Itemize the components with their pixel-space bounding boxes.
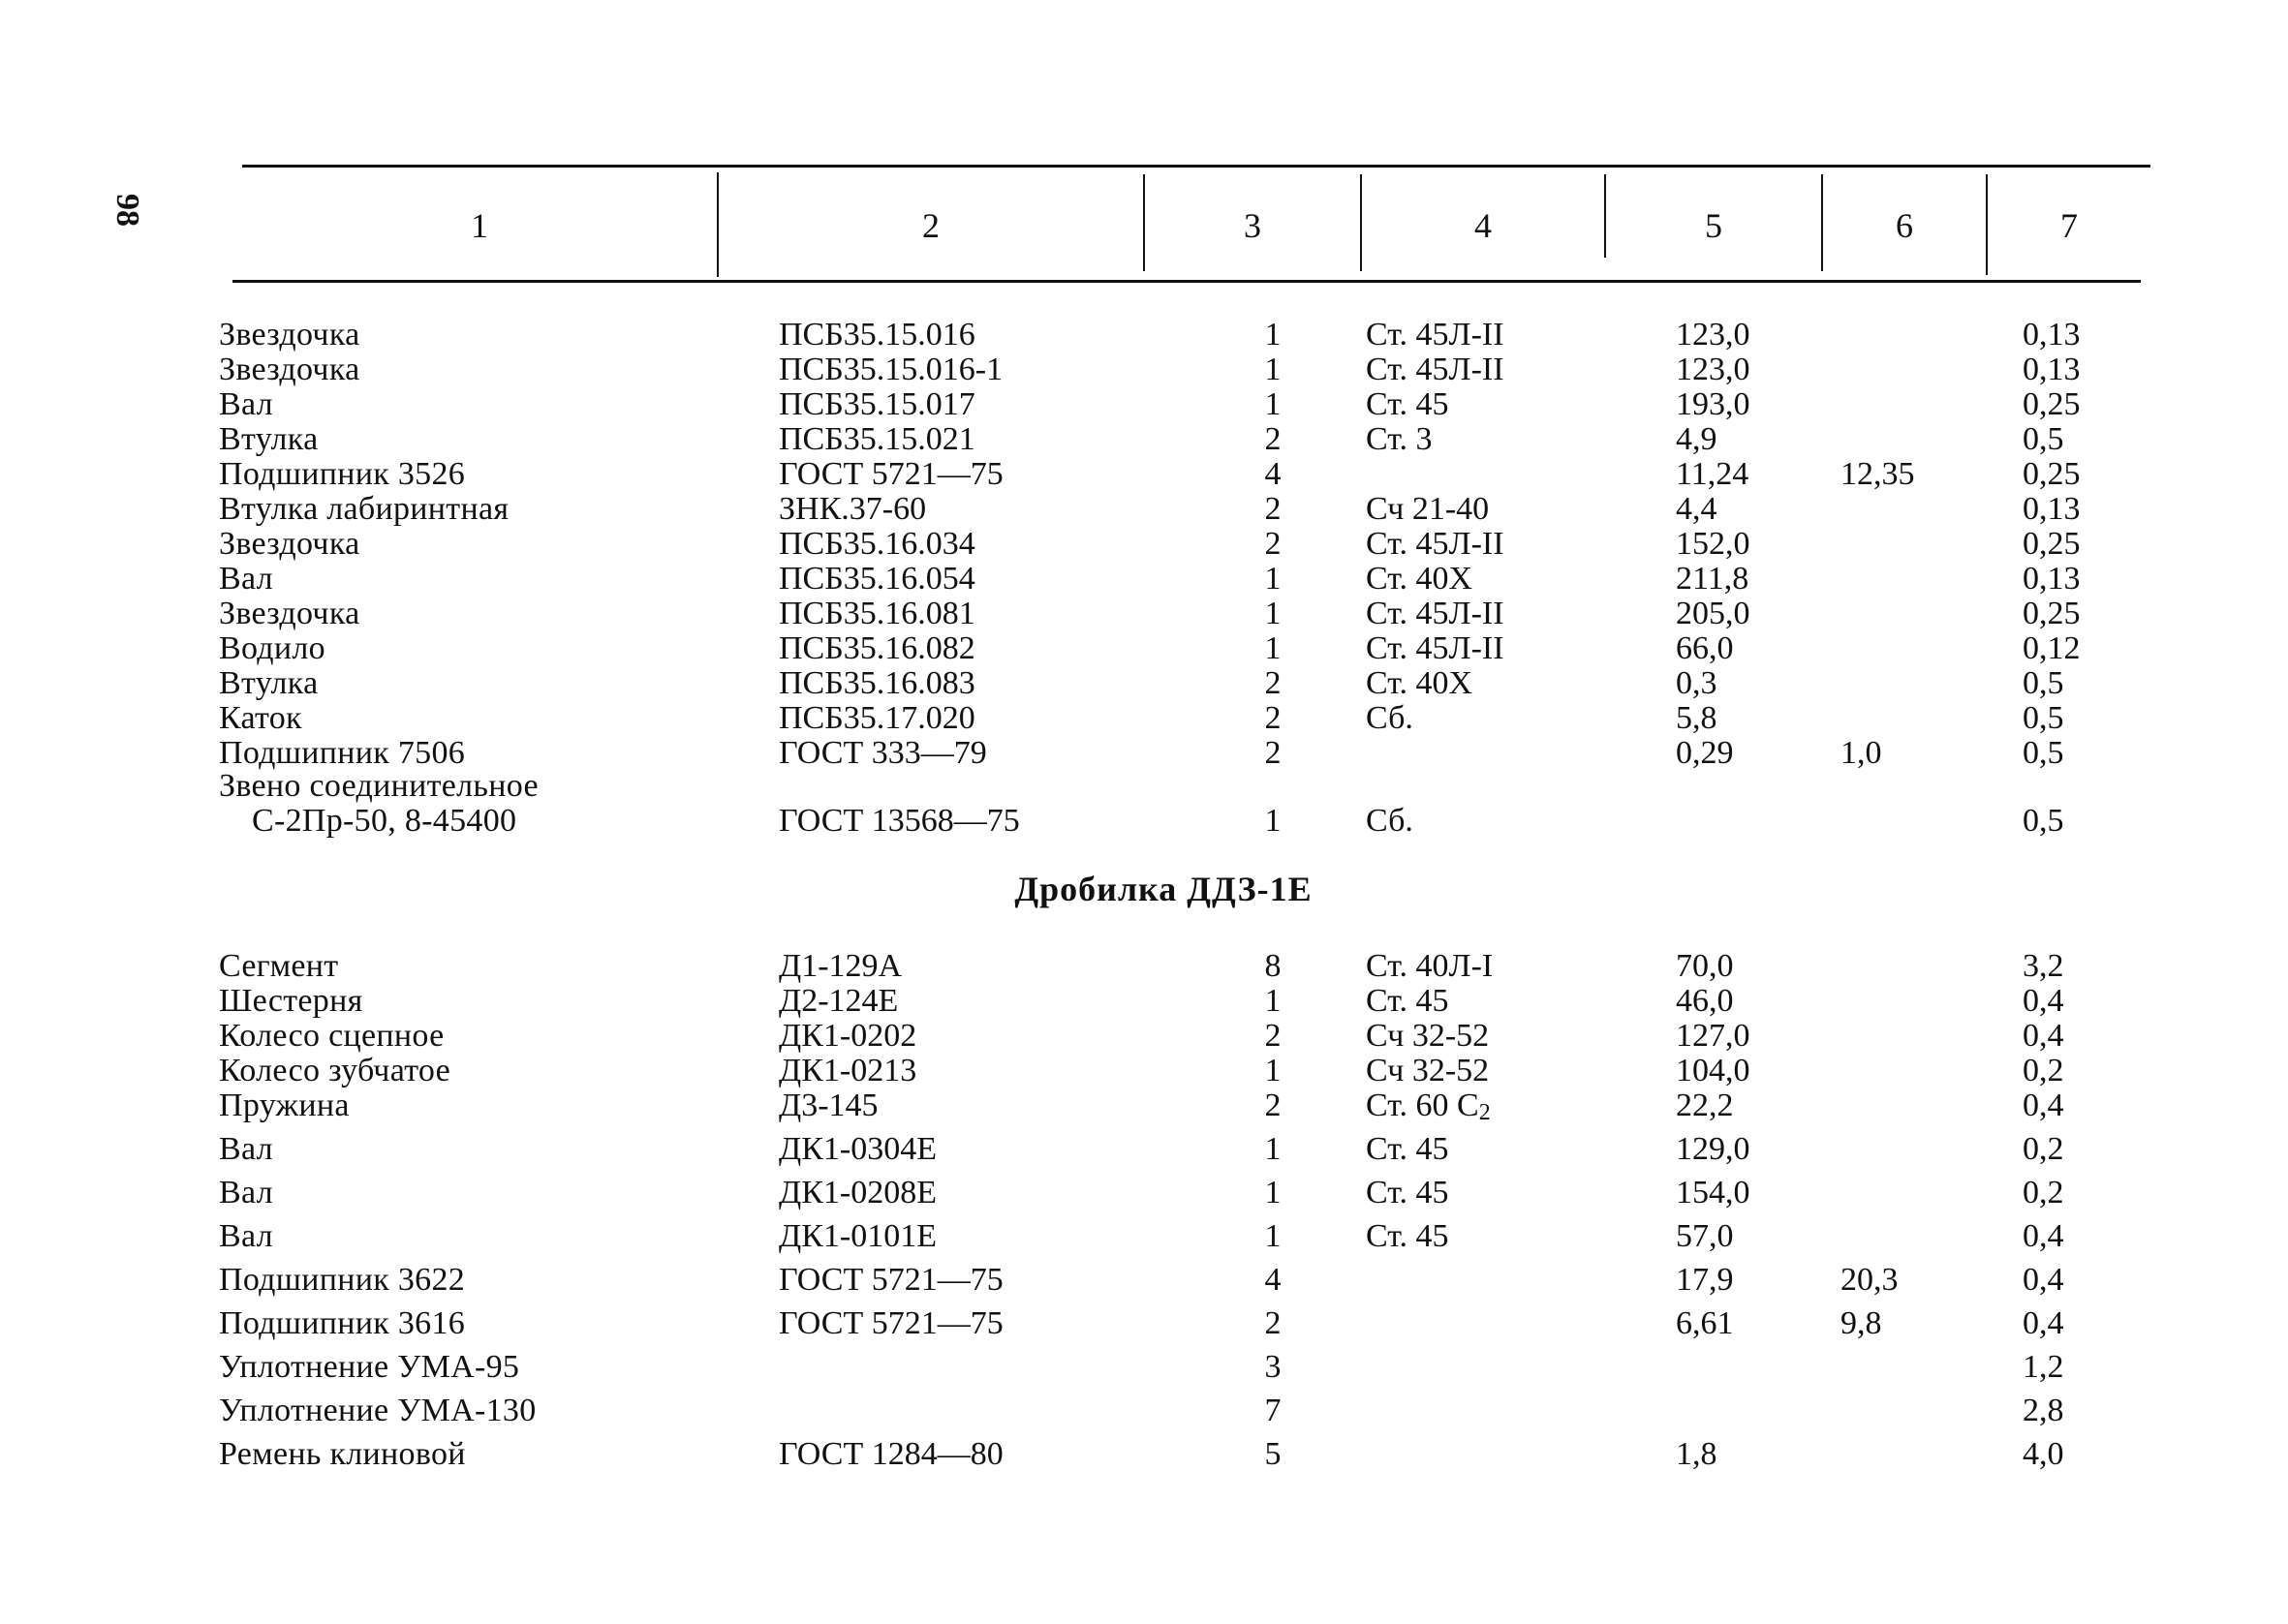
item-name: Пружина (219, 1088, 350, 1123)
item-name: Ремень клиновой (219, 1436, 466, 1472)
item-name: Уплотнение УМА-130 (219, 1393, 537, 1428)
item-mass: 0,3 (1676, 665, 1717, 701)
item-col7: 0,4 (2023, 1088, 2064, 1123)
item-designation: ГОСТ 333—79 (779, 735, 987, 771)
item-quantity: 1 (1264, 803, 1282, 839)
item-mass: 129,0 (1676, 1131, 1750, 1167)
item-name: Сегмент (219, 948, 339, 984)
item-col6: 20,3 (1840, 1262, 1899, 1298)
item-mass: 0,29 (1676, 735, 1734, 771)
item-designation: ПСБ35.16.081 (779, 596, 975, 631)
item-material: Ст. 45 (1366, 1131, 1449, 1167)
item-col7: 0,5 (2023, 735, 2064, 771)
item-mass: 66,0 (1676, 630, 1734, 666)
table-row (0, 1127, 2288, 1171)
item-designation: ДК1-0208Е (779, 1175, 937, 1210)
header-col-6: 6 (1896, 205, 1913, 245)
item-designation: ЗНК.37-60 (779, 491, 927, 527)
item-material: Ст. 40Х (1366, 561, 1473, 597)
item-name: Втулка (219, 665, 319, 701)
item-name: Втулка лабиринтная (219, 491, 510, 527)
item-designation: Д3-145 (779, 1088, 879, 1123)
table-row (0, 1389, 2288, 1432)
item-name: Шестерня (219, 983, 363, 1019)
table-row-multiline (0, 769, 2288, 804)
item-designation: ПСБ35.16.083 (779, 665, 975, 701)
item-material: Ст. 45Л-II (1366, 352, 1504, 387)
item-designation: ГОСТ 5721—75 (779, 1305, 1004, 1341)
item-name-cont: С-2Пр-50, 8-45400 (252, 803, 517, 839)
header-col-7: 7 (2060, 205, 2078, 245)
item-mass: 123,0 (1676, 317, 1750, 352)
item-col7: 0,2 (2023, 1175, 2064, 1210)
item-name: Вал (219, 1218, 273, 1254)
item-col7: 0,25 (2023, 596, 2081, 631)
item-name: Звездочка (219, 317, 360, 352)
item-col7: 0,5 (2023, 803, 2064, 839)
table-row (0, 666, 2288, 701)
item-material: Ст. 60 $С_2$ (1366, 1088, 1491, 1125)
item-designation: ПСБ35.15.017 (779, 386, 975, 422)
item-mass: 127,0 (1676, 1018, 1750, 1054)
item-material: Сб. (1366, 700, 1413, 736)
table-row (0, 387, 2288, 422)
header-col-1: 1 (471, 205, 488, 245)
item-col7: 0,2 (2023, 1131, 2064, 1167)
item-quantity: 2 (1264, 526, 1282, 562)
item-col6: 1,0 (1840, 735, 1882, 771)
item-material: Сб. (1366, 803, 1413, 839)
item-designation: ПСБ35.16.082 (779, 630, 975, 666)
table-row (0, 492, 2288, 527)
item-designation: ПСБ35.15.016-1 (779, 352, 1004, 387)
item-col7: 0,25 (2023, 456, 2081, 492)
item-name: Колесо сцепное (219, 1018, 445, 1054)
item-col7: 0,25 (2023, 386, 2081, 422)
item-quantity: 2 (1264, 735, 1282, 771)
item-material: Ст. 45Л-II (1366, 630, 1504, 666)
item-material: Ст. 3 (1366, 421, 1433, 457)
item-material: Ст. 45 (1366, 1218, 1449, 1254)
item-mass: 22,2 (1676, 1088, 1734, 1123)
item-designation: ГОСТ 5721—75 (779, 1262, 1004, 1298)
item-designation: ГОСТ 1284—80 (779, 1436, 1004, 1472)
item-name: Звено соединительное (219, 768, 539, 804)
item-name: Вал (219, 561, 273, 597)
item-quantity: 2 (1264, 700, 1282, 736)
item-quantity: 4 (1264, 1262, 1282, 1298)
item-name: Подшипник 3622 (219, 1262, 466, 1298)
item-col7: 0,25 (2023, 526, 2081, 562)
item-col7: 0,5 (2023, 700, 2064, 736)
item-mass: 4,9 (1676, 421, 1717, 457)
item-mass: 46,0 (1676, 983, 1734, 1019)
item-designation: ДК1-0202 (779, 1018, 917, 1054)
table-row (0, 1432, 2288, 1476)
item-mass: 57,0 (1676, 1218, 1734, 1254)
item-material: Ст. 45 (1366, 386, 1449, 422)
item-mass: 6,61 (1676, 1305, 1734, 1341)
item-name: Колесо зубчатое (219, 1053, 451, 1088)
item-name: Звездочка (219, 526, 360, 562)
page-number: 98 (109, 194, 145, 227)
item-name: Вал (219, 386, 273, 422)
item-material: Ст. 40Л-I (1366, 948, 1494, 984)
item-designation: Д2-124Е (779, 983, 899, 1019)
item-mass: 154,0 (1676, 1175, 1750, 1210)
item-quantity: 2 (1264, 1305, 1282, 1341)
item-quantity: 1 (1264, 1131, 1282, 1167)
item-name: Каток (219, 700, 302, 736)
item-quantity: 1 (1264, 596, 1282, 631)
item-name: Подшипник 3526 (219, 456, 466, 492)
item-col7: 2,8 (2023, 1393, 2064, 1428)
item-material: Ст. 45Л-II (1366, 317, 1504, 352)
item-mass: 1,8 (1676, 1436, 1717, 1472)
item-col7: 0,4 (2023, 1018, 2064, 1054)
item-name: Втулка (219, 421, 319, 457)
header-col-2: 2 (922, 205, 940, 245)
item-quantity: 1 (1264, 630, 1282, 666)
item-mass: 211,8 (1676, 561, 1749, 597)
item-quantity: 2 (1264, 1018, 1282, 1054)
item-name: Подшипник 7506 (219, 735, 466, 771)
item-col7: 0,4 (2023, 1262, 2064, 1298)
item-mass: 70,0 (1676, 948, 1734, 984)
item-col7: 0,2 (2023, 1053, 2064, 1088)
item-col7: 0,13 (2023, 352, 2081, 387)
item-designation: ДК1-0213 (779, 1053, 917, 1088)
item-col7: 0,4 (2023, 1218, 2064, 1254)
item-col7: 0,4 (2023, 983, 2064, 1019)
item-quantity: 1 (1264, 983, 1282, 1019)
item-designation: ПСБ35.17.020 (779, 700, 975, 736)
table-row (0, 1258, 2288, 1302)
item-mass: 123,0 (1676, 352, 1750, 387)
item-quantity: 8 (1264, 948, 1282, 984)
item-col6: 9,8 (1840, 1305, 1882, 1341)
item-col7: 0,4 (2023, 1305, 2064, 1341)
table-row (0, 597, 2288, 631)
header-col-3: 3 (1244, 205, 1261, 245)
item-name: Вал (219, 1175, 273, 1210)
table-row (0, 422, 2288, 457)
item-col7: 0,13 (2023, 561, 2081, 597)
item-col7: 0,13 (2023, 491, 2081, 527)
item-quantity: 3 (1264, 1349, 1282, 1385)
item-designation: ПСБ35.15.016 (779, 317, 975, 352)
header-col-4: 4 (1474, 205, 1492, 245)
item-col7: 1,2 (2023, 1349, 2064, 1385)
item-designation: ПСБ35.15.021 (779, 421, 975, 457)
item-quantity: 1 (1264, 386, 1282, 422)
item-col7: 3,2 (2023, 948, 2064, 984)
item-designation: ГОСТ 5721—75 (779, 456, 1004, 492)
table-row (0, 1345, 2288, 1389)
item-name: Звездочка (219, 596, 360, 631)
item-quantity: 4 (1264, 456, 1282, 492)
item-material: Ст. 45 (1366, 1175, 1449, 1210)
table-row (0, 701, 2288, 736)
item-mass: 17,9 (1676, 1262, 1734, 1298)
item-name: Уплотнение УМА-95 (219, 1349, 520, 1385)
table-row (0, 457, 2288, 492)
item-material: Ст. 40Х (1366, 665, 1473, 701)
item-quantity: 7 (1264, 1393, 1282, 1428)
item-quantity: 1 (1264, 352, 1282, 387)
header-col-5: 5 (1705, 205, 1722, 245)
table-row (0, 562, 2288, 597)
table-row (0, 631, 2288, 666)
item-mass: 152,0 (1676, 526, 1750, 562)
section-title: Дробилка ДДЗ-1Е (1014, 870, 1313, 908)
item-material: Сч 32-52 (1366, 1018, 1490, 1054)
item-material: Ст. 45 (1366, 983, 1449, 1019)
item-material: Ст. 45Л-II (1366, 596, 1504, 631)
item-mass: 193,0 (1676, 386, 1750, 422)
item-mass: 104,0 (1676, 1053, 1750, 1088)
item-quantity: 2 (1264, 491, 1282, 527)
table-row (0, 318, 2288, 352)
item-designation: ДК1-0304Е (779, 1131, 937, 1167)
item-col7: 0,5 (2023, 665, 2064, 701)
table-row (0, 1214, 2288, 1258)
item-material: Сч 32-52 (1366, 1053, 1490, 1088)
item-mass: 205,0 (1676, 596, 1750, 631)
item-mass: 4,4 (1676, 491, 1717, 527)
item-quantity: 2 (1264, 421, 1282, 457)
item-mass: 5,8 (1676, 700, 1717, 736)
item-name: Звездочка (219, 352, 360, 387)
item-material: Сч 21-40 (1366, 491, 1490, 527)
item-designation: ДК1-0101Е (779, 1218, 937, 1254)
item-quantity: 5 (1264, 1436, 1282, 1472)
item-col6: 12,35 (1840, 456, 1915, 492)
item-designation: Д1-129А (779, 948, 903, 984)
table-row (0, 1171, 2288, 1214)
item-quantity: 2 (1264, 665, 1282, 701)
item-quantity: 1 (1264, 1175, 1282, 1210)
table-row (0, 1302, 2288, 1345)
table-row-multiline-cont (0, 804, 2288, 839)
item-col7: 0,5 (2023, 421, 2064, 457)
item-quantity: 1 (1264, 1053, 1282, 1088)
item-col7: 4,0 (2023, 1436, 2064, 1472)
item-col7: 0,13 (2023, 317, 2081, 352)
item-designation: ГОСТ 13568—75 (779, 803, 1020, 839)
item-name: Подшипник 3616 (219, 1305, 466, 1341)
table-row (0, 527, 2288, 562)
item-name: Вал (219, 1131, 273, 1167)
item-quantity: 1 (1264, 317, 1282, 352)
item-quantity: 1 (1264, 561, 1282, 597)
table-row (0, 736, 2288, 771)
item-quantity: 2 (1264, 1088, 1282, 1123)
item-designation: ПСБ35.16.054 (779, 561, 975, 597)
item-quantity: 1 (1264, 1218, 1282, 1254)
table-row (0, 1084, 2288, 1127)
item-col7: 0,12 (2023, 630, 2081, 666)
item-material: Ст. 45Л-II (1366, 526, 1504, 562)
item-designation: ПСБ35.16.034 (779, 526, 975, 562)
table-row (0, 352, 2288, 387)
item-mass: 11,24 (1676, 456, 1749, 492)
item-name: Водило (219, 630, 325, 666)
